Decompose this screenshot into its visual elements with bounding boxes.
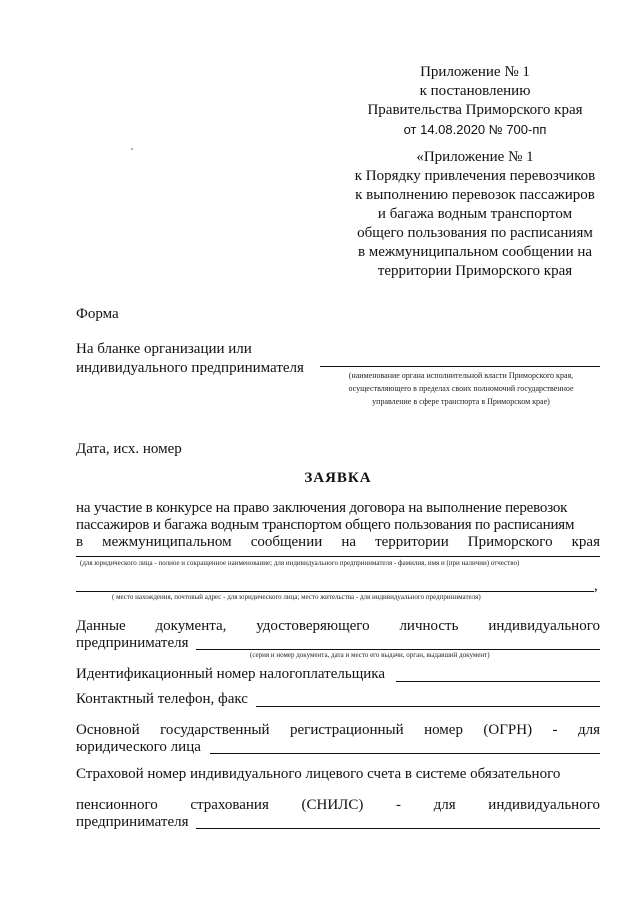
addressee-caption-line-1: (наименование органа исполнительной власти Приморского края,	[348, 371, 574, 380]
id-doc-word: индивидуального	[488, 618, 600, 634]
appendix-line-3: к выполнению перевозок пассажиров	[355, 187, 595, 203]
id-document-label-2: предпринимателя	[76, 635, 189, 651]
id-document-hint: (серия и номер документа, дата и место его выдачи, орган, выдавший документ)	[250, 651, 490, 659]
snils-label-3: предпринимателя	[76, 814, 189, 830]
ogrn-word: -	[552, 722, 558, 738]
application-title: ЗАЯВКА	[304, 470, 372, 486]
ogrn-field[interactable]	[210, 753, 600, 754]
subject-word: территории	[375, 534, 449, 550]
ogrn-word: для	[577, 722, 600, 738]
snils-word: для	[433, 797, 456, 813]
id-doc-word: Данные	[76, 618, 126, 634]
subject-word: сообщении	[250, 534, 323, 550]
addressee-caption	[318, 369, 604, 408]
snils-field[interactable]	[196, 828, 600, 829]
applicant-address-hint: ( место нахождения, почтовый адрес - для юридического лица; место жительства - для индивидуального предпринимателя)	[112, 593, 481, 601]
approval-block	[350, 63, 600, 139]
letterhead-block	[76, 340, 304, 378]
phone-label: Контактный телефон, факс	[76, 691, 248, 707]
snils-line-1: Страховой номер индивидуального лицевого счета в системе обязательного	[76, 766, 561, 782]
addressee-field[interactable]	[320, 366, 600, 367]
ogrn-word: номер	[424, 722, 463, 738]
appendix-line-4: и багажа водным транспортом	[377, 206, 573, 222]
approval-line-4: от 14.08.2020 № 700-пп	[403, 122, 547, 137]
subject-line-1: на участие в конкурсе на право заключения договора на выполнение перевозок	[76, 500, 568, 516]
applicant-address-field[interactable]	[76, 591, 594, 592]
applicant-name-hint: (для юридического лица - полное и сокращенное наименование; для индивидуального предпринимателя - фамилия, имя и (при наличии) отчество)	[80, 559, 520, 567]
id-doc-word: удостоверяющего	[256, 618, 370, 634]
inn-field[interactable]	[396, 681, 600, 682]
addressee-caption-line-3: управление в сфере транспорта в Приморском крае)	[372, 397, 550, 406]
appendix-line-7: территории Приморского края	[377, 263, 573, 279]
snils-word: (СНИЛС)	[301, 797, 364, 813]
snils-word: пенсионного	[76, 797, 158, 813]
form-label: Форма	[76, 306, 119, 322]
ogrn-word: (ОГРН)	[483, 722, 533, 738]
appendix-block	[340, 148, 610, 281]
letterhead-line-2: индивидуального предпринимателя	[76, 360, 304, 376]
snils-word: страхования	[190, 797, 269, 813]
appendix-line-5: общего пользования по расписаниям	[357, 225, 593, 241]
appendix-line-1: «Приложение № 1	[416, 149, 534, 165]
address-comma: ,	[594, 578, 598, 594]
approval-line-1: Приложение № 1	[420, 64, 530, 80]
subject-word: Приморского	[467, 534, 553, 550]
ogrn-word: регистрационный	[290, 722, 404, 738]
date-label: Дата, исх. номер	[76, 441, 182, 457]
subject-word: межмуниципальном	[102, 534, 232, 550]
phone-field[interactable]	[256, 706, 600, 707]
id-document-field[interactable]	[196, 649, 600, 650]
snils-word: индивидуального	[488, 797, 600, 813]
appendix-line-6: в межмуниципальном сообщении на	[357, 244, 593, 260]
appendix-line-2: к Порядку привлечения перевозчиков	[354, 168, 596, 184]
ogrn-word: государственный	[160, 722, 270, 738]
id-doc-word: документа,	[155, 618, 227, 634]
ogrn-word: Основной	[76, 722, 140, 738]
subject-word: края	[571, 534, 600, 550]
applicant-name-field[interactable]	[76, 556, 600, 557]
approval-line-3: Правительства Приморского края	[367, 102, 583, 118]
id-doc-word: личность	[399, 618, 459, 634]
subject-line-3	[76, 533, 600, 552]
speck	[131, 148, 133, 150]
addressee-caption-line-2: осуществляющего в пределах своих полномочий государственное	[348, 384, 574, 393]
snils-word: -	[395, 797, 401, 813]
inn-label: Идентификационный номер налогоплательщика	[76, 666, 386, 682]
subject-word: в	[76, 534, 84, 550]
subject-word: на	[341, 534, 357, 550]
approval-line-2: к постановлению	[419, 83, 531, 99]
subject-line-2: пассажиров и багажа водным транспортом общего пользования по расписаниям	[76, 517, 575, 533]
ogrn-label-2: юридического лица	[76, 739, 201, 755]
letterhead-line-1: На бланке организации или	[76, 341, 252, 357]
